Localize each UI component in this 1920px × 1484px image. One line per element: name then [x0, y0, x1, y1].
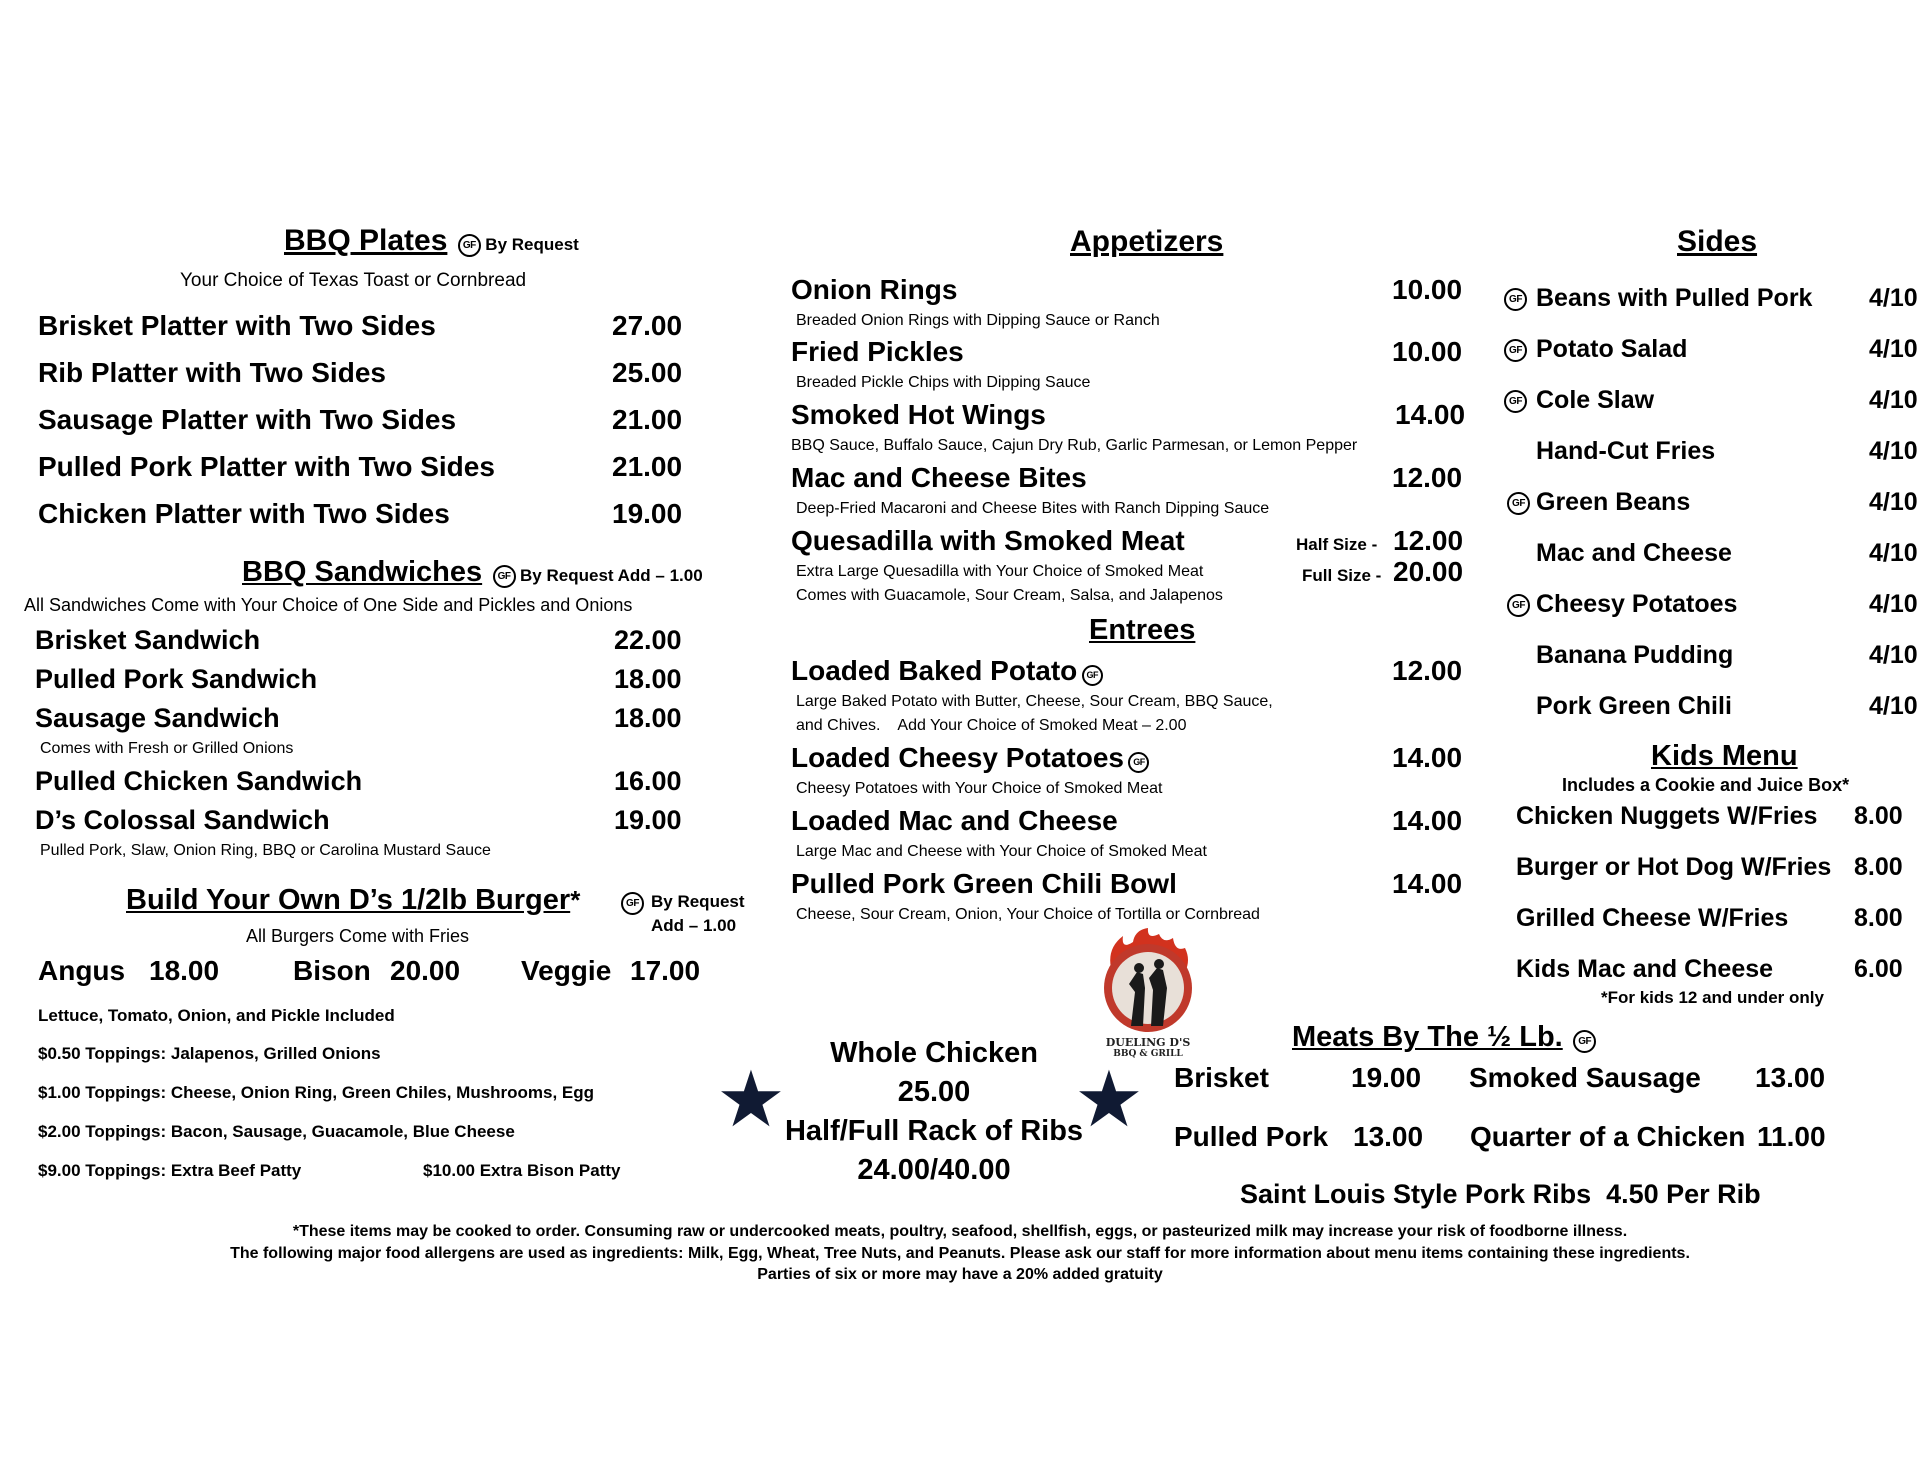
- side-item-name: Cheesy Potatoes: [1536, 590, 1738, 618]
- menu-item-price: 10.00: [1392, 274, 1463, 305]
- side-item-name: Beans with Pulled Pork: [1536, 284, 1813, 312]
- special-line: 24.00/40.00: [857, 1154, 1011, 1186]
- side-item-name: Mac and Cheese: [1536, 539, 1732, 567]
- menu-item-name: Loaded Mac and Cheese: [791, 805, 1118, 836]
- burger-note-line1: By Request: [651, 892, 745, 911]
- star-icon: ★: [1074, 1055, 1144, 1143]
- gluten-free-icon: GF: [1082, 665, 1103, 686]
- kids-item-name: Chicken Nuggets W/Fries: [1516, 802, 1818, 830]
- side-item-price: 4/10: [1869, 539, 1918, 567]
- kids-item-price: 8.00: [1854, 802, 1903, 830]
- appetizers-title: Appetizers: [1070, 225, 1224, 258]
- menu-item-price: 19.00: [612, 498, 683, 529]
- menu-item-name: Pulled Pork Green Chili Bowl: [791, 868, 1177, 899]
- star-icon: ★: [716, 1055, 786, 1143]
- gluten-free-icon: GF: [1504, 339, 1527, 362]
- menu-item-description: Breaded Onion Rings with Dipping Sauce or Ranch: [796, 312, 1160, 329]
- burger-note-line2: Add – 1.00: [651, 916, 737, 935]
- gluten-free-icon: GF: [1504, 288, 1527, 311]
- burger-header: [126, 884, 580, 917]
- side-item-price: 4/10: [1869, 386, 1918, 414]
- menu-item-price: 14.00: [1392, 742, 1463, 773]
- menu-item-name: Loaded Baked Potato: [791, 655, 1078, 686]
- footer-gratuity: Parties of six or more may have a 20% added gratuity: [757, 1266, 1163, 1283]
- menu-item-price: 21.00: [612, 451, 683, 482]
- quesadilla-description: Extra Large Quesadilla with Your Choice of Smoked Meat: [796, 563, 1204, 580]
- kids-item-name: Burger or Hot Dog W/Fries: [1516, 853, 1832, 881]
- menu-item-name: Pulled Chicken Sandwich: [35, 766, 363, 796]
- menu-item-name: Loaded Cheesy Potatoes: [791, 742, 1124, 773]
- menu-item-name: Mac and Cheese Bites: [791, 462, 1087, 493]
- menu-item-price: 25.00: [612, 357, 683, 388]
- burger-option-name: Angus: [38, 955, 126, 986]
- menu-item-price: 14.00: [1395, 399, 1466, 430]
- menu-item-description: Cheese, Sour Cream, Onion, Your Choice of Tortilla or Cornbread: [796, 906, 1260, 923]
- gluten-free-icon: GF: [1128, 752, 1149, 773]
- meat-item-name: Brisket: [1174, 1062, 1269, 1093]
- menu-item-price: 22.00: [614, 625, 682, 655]
- special-line: 25.00: [897, 1076, 971, 1108]
- menu-item-price: 12.00: [1392, 655, 1463, 686]
- quesadilla-half-price: 12.00: [1393, 525, 1464, 556]
- menu-item-name: D’s Colossal Sandwich: [35, 805, 330, 835]
- menu-item-price: 18.00: [614, 664, 682, 694]
- gluten-free-icon: GF: [1507, 492, 1530, 515]
- menu-item-price: 12.00: [1392, 462, 1463, 493]
- bbq-sandwiches-note: By Request Add – 1.00: [520, 566, 703, 585]
- quesadilla-full-price: 20.00: [1393, 556, 1464, 587]
- menu-item-price: 18.00: [614, 703, 682, 733]
- menu-item-name: Fried Pickles: [791, 336, 964, 367]
- meat-item-price: 13.00: [1353, 1121, 1424, 1152]
- meats-title: Meats By The ½ Lb.: [1292, 1021, 1563, 1053]
- gluten-free-icon: GF: [493, 565, 516, 588]
- logo-title: DUELING D'S: [1105, 1036, 1191, 1049]
- meats-header: [1292, 1021, 1596, 1054]
- quesadilla-half-label: Half Size -: [1296, 535, 1378, 554]
- burger-topping-line: $2.00 Toppings: Bacon, Sausage, Guacamole, Blue Cheese: [38, 1122, 515, 1141]
- side-item-price: 4/10: [1869, 590, 1918, 618]
- entrees-title: Entrees: [1089, 614, 1196, 646]
- bbq-sandwiches-subtitle: All Sandwiches Come with Your Choice of One Side and Pickles and Onions: [24, 595, 633, 615]
- menu-item-name: Sausage Platter with Two Sides: [38, 404, 457, 435]
- side-item-name: Banana Pudding: [1536, 641, 1734, 669]
- sides-title: Sides: [1677, 225, 1758, 258]
- side-item-price: 4/10: [1869, 284, 1918, 312]
- gluten-free-icon: GF: [1573, 1030, 1596, 1053]
- meats-ribs-line: Saint Louis Style Pork Ribs 4.50 Per Rib: [1240, 1179, 1761, 1209]
- burger-title: Build Your Own D’s 1/2lb Burger: [126, 884, 571, 916]
- kids-menu-note: *For kids 12 and under only: [1601, 988, 1824, 1007]
- burger-option-price: 20.00: [390, 955, 461, 986]
- kids-item-price: 8.00: [1854, 853, 1903, 881]
- gluten-free-icon: GF: [458, 234, 481, 257]
- menu-item-name: Smoked Hot Wings: [791, 399, 1046, 430]
- menu-item-price: 10.00: [1392, 336, 1463, 367]
- side-item-name: Pork Green Chili: [1536, 692, 1732, 720]
- burger-topping-line: Lettuce, Tomato, Onion, and Pickle Included: [38, 1006, 395, 1025]
- meat-item-name: Quarter of a Chicken: [1470, 1121, 1746, 1152]
- menu-item-description: Large Baked Potato with Butter, Cheese, Sour Cream, BBQ Sauce,: [796, 693, 1273, 710]
- menu-item-price: 14.00: [1392, 805, 1463, 836]
- meat-item-name: Smoked Sausage: [1469, 1062, 1701, 1093]
- special-line: Half/Full Rack of Ribs: [784, 1115, 1084, 1147]
- side-item-price: 4/10: [1869, 641, 1918, 669]
- menu-item-name: Chicken Platter with Two Sides: [38, 498, 450, 529]
- burger-subtitle: All Burgers Come with Fries: [246, 926, 470, 946]
- menu-item-name: Onion Rings: [791, 274, 958, 305]
- menu-item-description: Deep-Fried Macaroni and Cheese Bites with Ranch Dipping Sauce: [796, 500, 1270, 517]
- logo-subtitle: BBQ & GRILL: [1113, 1049, 1183, 1059]
- kids-menu-subtitle: Includes a Cookie and Juice Box*: [1562, 775, 1850, 795]
- side-item-name: Cole Slaw: [1536, 386, 1655, 414]
- meat-item-price: 11.00: [1757, 1121, 1826, 1152]
- menu-item-description: Pulled Pork, Slaw, Onion Ring, BBQ or Carolina Mustard Sauce: [40, 842, 491, 859]
- kids-item-name: Kids Mac and Cheese: [1516, 955, 1774, 983]
- menu-item-name: Brisket Platter with Two Sides: [38, 310, 436, 341]
- bbq-plates-title: BBQ Plates: [284, 224, 448, 257]
- menu-item-description: Large Mac and Cheese with Your Choice of Smoked Meat: [796, 843, 1207, 860]
- side-item-name: Green Beans: [1536, 488, 1691, 516]
- bbq-plates-subtitle: Your Choice of Texas Toast or Cornbread: [180, 270, 527, 291]
- side-item-price: 4/10: [1869, 692, 1918, 720]
- burger-extra-bison: $10.00 Extra Bison Patty: [423, 1161, 621, 1180]
- burger-topping-line: $0.50 Toppings: Jalapenos, Grilled Onions: [38, 1044, 381, 1063]
- menu-item-row: [791, 742, 1149, 774]
- burger-option-name: Bison: [293, 955, 371, 986]
- menu-item-description: and Chives. Add Your Choice of Smoked Meat – 2.00: [796, 717, 1187, 734]
- menu-item-name: Brisket Sandwich: [35, 625, 261, 655]
- footer-disclaimer: *These items may be cooked to order. Consuming raw or undercooked meats, poultry, seafood, shellfish, eggs, or pasteurized milk may increase your risk of foodborne illness.: [292, 1223, 1628, 1240]
- burger-asterisk: *: [570, 885, 581, 915]
- menu-item-description: Comes with Fresh or Grilled Onions: [40, 740, 294, 757]
- burger-topping-line: $1.00 Toppings: Cheese, Onion Ring, Green Chiles, Mushrooms, Egg: [38, 1083, 595, 1102]
- burger-topping-line: $9.00 Toppings: Extra Beef Patty: [38, 1161, 302, 1180]
- side-item-price: 4/10: [1869, 335, 1918, 363]
- quesadilla-full-label: Full Size -: [1302, 566, 1382, 585]
- menu-item-price: 16.00: [614, 766, 682, 796]
- menu-item-price: 14.00: [1392, 868, 1463, 899]
- menu-item-price: 27.00: [612, 310, 683, 341]
- gluten-free-icon: GF: [621, 892, 644, 915]
- gluten-free-icon: GF: [1504, 390, 1527, 413]
- menu-item-name: Pulled Pork Sandwich: [35, 664, 318, 694]
- kids-menu-title: Kids Menu: [1651, 740, 1798, 772]
- burger-option-price: 18.00: [149, 955, 220, 986]
- bbq-plates-note: By Request: [485, 235, 579, 254]
- bbq-sandwiches-header: [242, 556, 703, 589]
- side-item-price: 4/10: [1869, 437, 1918, 465]
- meat-item-name: Pulled Pork: [1174, 1121, 1329, 1152]
- menu-item-name: Sausage Sandwich: [35, 703, 280, 733]
- menu-item-name: Pulled Pork Platter with Two Sides: [38, 451, 495, 482]
- burger-option-name: Veggie: [521, 955, 612, 986]
- side-item-name: Hand-Cut Fries: [1536, 437, 1716, 465]
- menu-item-description: BBQ Sauce, Buffalo Sauce, Cajun Dry Rub, Garlic Parmesan, or Lemon Pepper: [791, 437, 1358, 454]
- kids-item-name: Grilled Cheese W/Fries: [1516, 904, 1789, 932]
- footer-allergens: The following major food allergens are used as ingredients: Milk, Egg, Wheat, Tree Nuts, and Peanuts. Please ask our staff for more information about menu items containing these ingredients.: [230, 1245, 1690, 1262]
- gluten-free-icon: GF: [1507, 594, 1530, 617]
- quesadilla-name: Quesadilla with Smoked Meat: [791, 525, 1185, 556]
- menu-item-price: 19.00: [614, 805, 682, 835]
- side-item-price: 4/10: [1869, 488, 1918, 516]
- menu-item-row: [791, 655, 1103, 687]
- kids-item-price: 6.00: [1854, 955, 1903, 983]
- menu-item-description: Cheesy Potatoes with Your Choice of Smoked Meat: [796, 780, 1163, 797]
- menu-item-name: Rib Platter with Two Sides: [38, 357, 386, 388]
- kids-item-price: 8.00: [1854, 904, 1903, 932]
- bbq-plates-header: [284, 224, 579, 258]
- meat-item-price: 19.00: [1351, 1062, 1422, 1093]
- burger-option-price: 17.00: [630, 955, 701, 986]
- quesadilla-description: Comes with Guacamole, Sour Cream, Salsa, and Jalapenos: [796, 587, 1223, 604]
- dueling-ds-logo: [1093, 928, 1203, 1058]
- menu-item-description: Breaded Pickle Chips with Dipping Sauce: [796, 374, 1091, 391]
- menu-item-price: 21.00: [612, 404, 683, 435]
- bbq-sandwiches-title: BBQ Sandwiches: [242, 556, 483, 588]
- special-line: Whole Chicken: [830, 1037, 1038, 1069]
- meat-item-price: 13.00: [1755, 1062, 1826, 1093]
- side-item-name: Potato Salad: [1536, 335, 1688, 363]
